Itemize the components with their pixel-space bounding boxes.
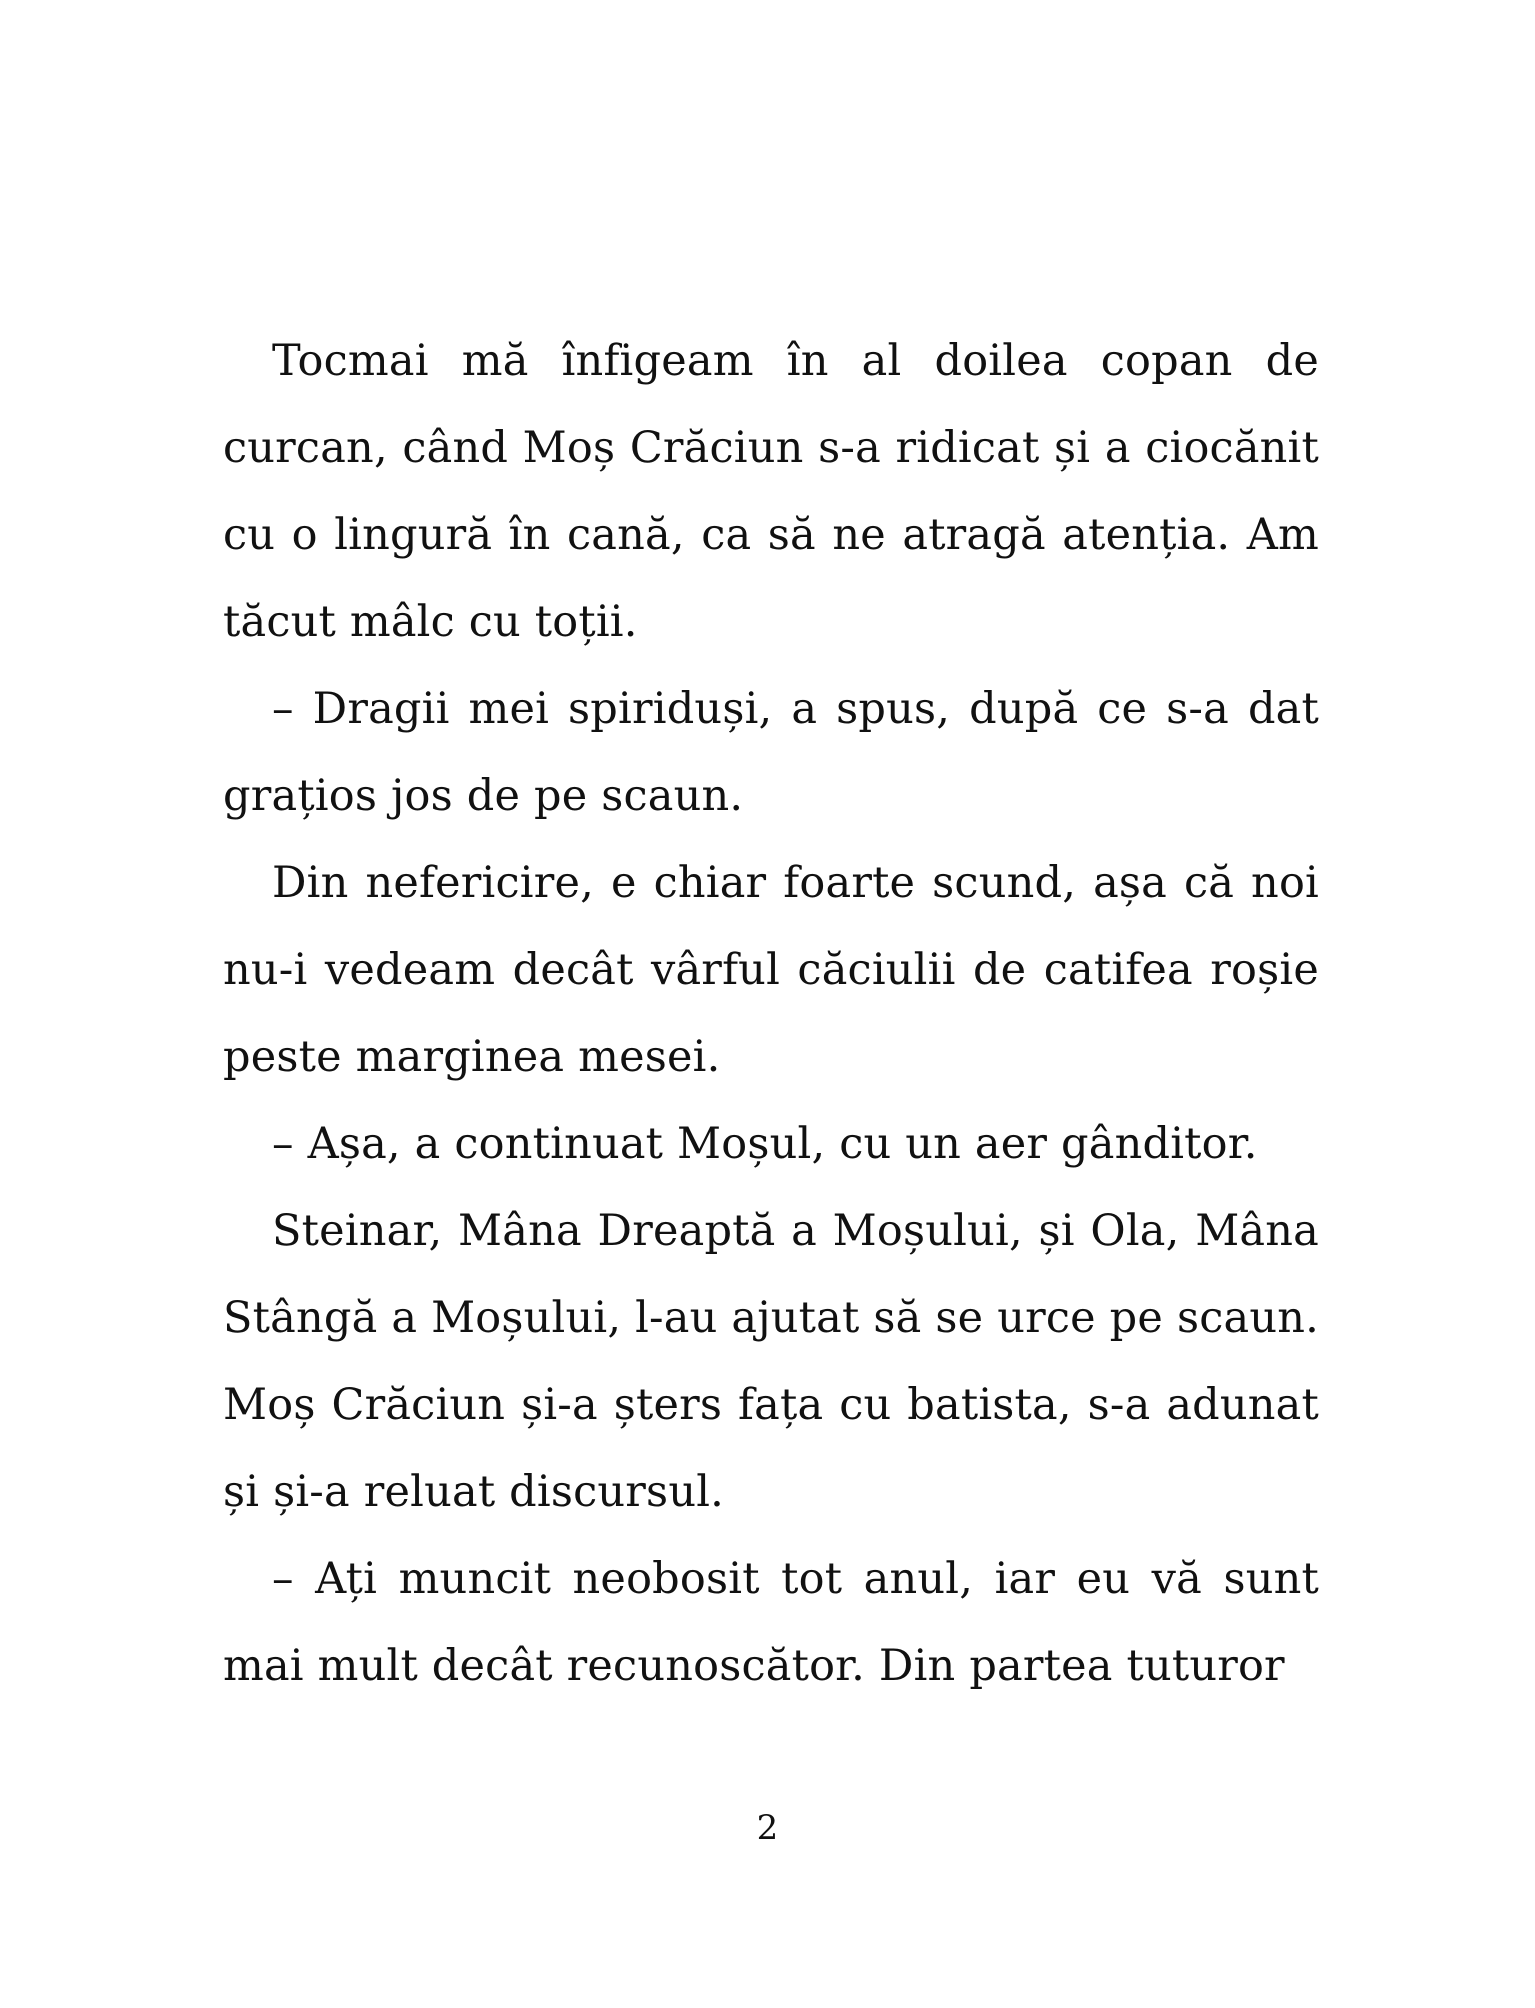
paragraph: – Așa, a continuat Moșul, cu un aer gânditor.: [272, 1119, 1258, 1169]
paragraph: – Ați muncit neobosit tot anul, iar eu vă sunt mai mult decât recunoscător. Din partea tuturor: [223, 1554, 1319, 1691]
paragraph: Steinar, Mâna Dreaptă a Moșului, și Ola, Mâna Stângă a Moșului, l-au ajutat să se urce pe scaun. Moș Crăciun și-a șters fața cu batista, s-a adunat și și-a reluat discursul.: [223, 1206, 1319, 1517]
page-number: 2: [756, 1808, 779, 1848]
paragraph: – Dragii mei spiriduși, a spus, după ce s-a dat grațios jos de pe scaun.: [223, 684, 1319, 821]
paragraph: Tocmai mă înfigeam în al doilea copan de curcan, când Moș Crăciun s-a ridicat și a ciocănit cu o lingură în cană, ca să ne atragă atenția. Am tăcut mâlc cu toții.: [223, 336, 1319, 647]
paragraph: Din nefericire, e chiar foarte scund, așa că noi nu-i vedeam decât vârful căciulii de catifea roșie peste marginea mesei.: [223, 858, 1319, 1082]
page-body: [223, 318, 1319, 1710]
